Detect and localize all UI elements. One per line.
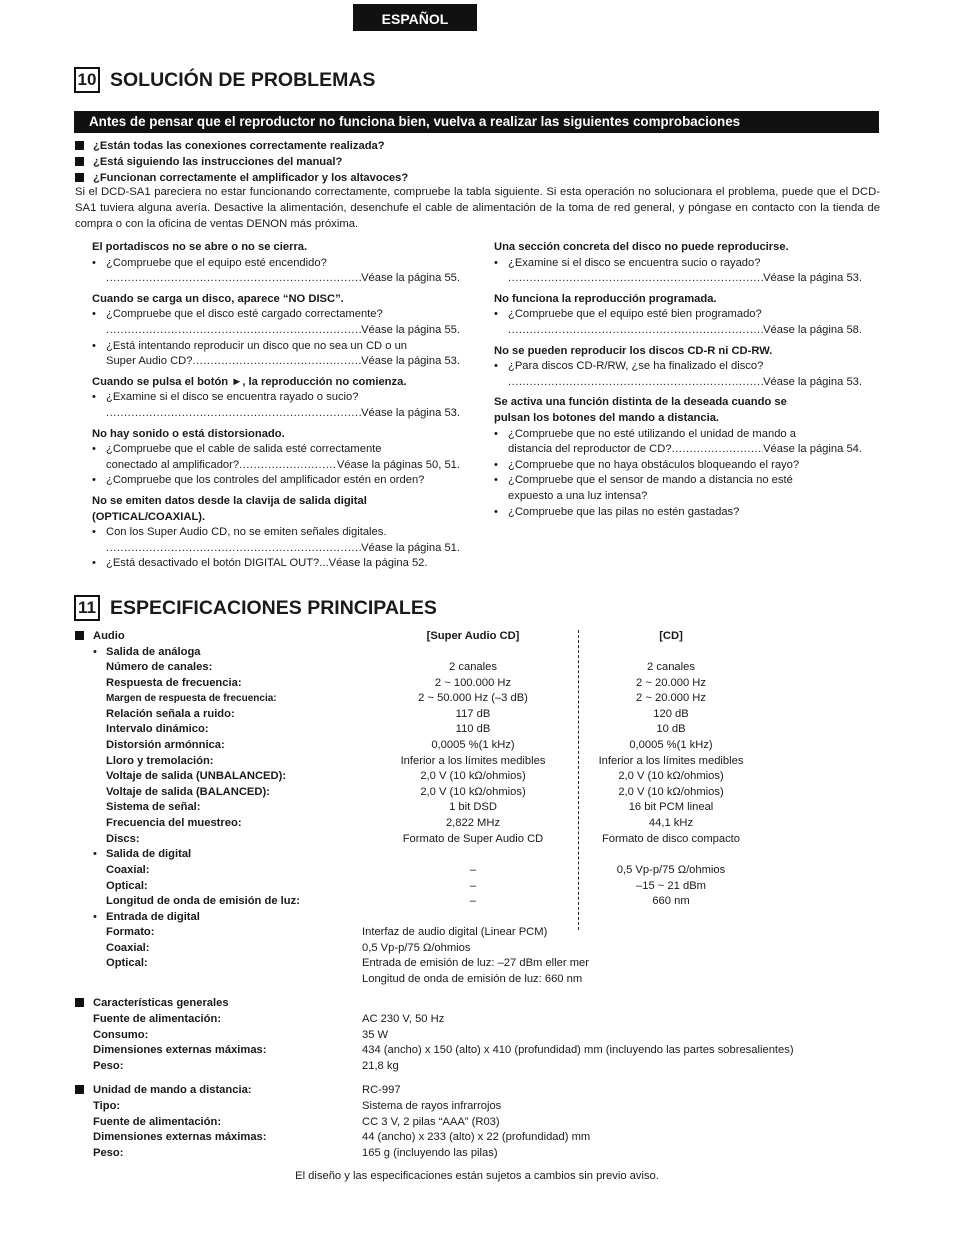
column-cd: [CD]	[659, 630, 683, 642]
spec-value: 165 g (incluyendo las pilas)	[362, 1146, 498, 1159]
spec-row	[0, 660, 954, 676]
spec-row	[0, 1043, 954, 1059]
spec-value-sacd: 1 bit DSD	[449, 801, 497, 814]
spec-label: Coaxial:	[106, 864, 150, 876]
issue-check: • ¿Está desactivado el botón DIGITAL OUT?...Véase la página 52.	[92, 556, 460, 572]
spec-value-cd: 0,0005 %(1 kHz)	[629, 739, 713, 751]
spec-subheader: Características generales	[0, 996, 954, 1012]
footnote: El diseño y las especificaciones están sujetos a cambios sin previo aviso.	[295, 1170, 659, 1182]
troubleshooting-banner: Antes de pensar que el reproductor no funciona bien, vuelva a realizar las siguientes comprobaciones	[74, 111, 879, 133]
issue-title: (OPTICAL/COAXIAL).	[92, 510, 206, 523]
audio-label: Audio	[93, 630, 125, 642]
issue-title: Una sección concreta del disco no puede reproducirse.	[494, 241, 789, 253]
troubleshoot-right-column	[494, 240, 862, 525]
issue-group	[494, 344, 862, 391]
spec-value: Entrada de emisión de luz: –27 dBm eller mer	[362, 957, 589, 970]
spec-row	[0, 879, 954, 895]
spec-value-sacd: 0,0005 %(1 kHz)	[431, 739, 515, 751]
page-reference: ..... Véase la página 55.	[92, 271, 460, 287]
spec-value: 35 W	[362, 1028, 389, 1041]
page-reference: ..... Véase la página 53.	[92, 406, 460, 422]
section-number: 10	[74, 67, 100, 93]
spec-row	[0, 754, 954, 770]
spec-subheader: • Salida de digital	[93, 848, 192, 860]
spec-row	[0, 722, 954, 738]
issue-title: Cuando se carga un disco, aparece “NO DISC”.	[92, 292, 344, 305]
spec-row	[0, 1028, 954, 1044]
spec-value: AC 230 V, 50 Hz	[362, 1013, 445, 1025]
spec-row	[0, 738, 954, 754]
issue-group	[494, 292, 862, 339]
language-tab: ESPAÑOL	[353, 4, 477, 31]
page-reference: conectado al amplificador? ..... Véase la páginas 50, 51.	[92, 458, 460, 474]
spec-value-cd: 660 nm	[652, 895, 690, 908]
square-bullet-icon	[75, 631, 84, 640]
troubleshoot-left-column	[92, 240, 460, 577]
spec-row	[0, 863, 954, 879]
issue-check: • ¿Examine si el disco se encuentra rayado o sucio?	[92, 390, 460, 406]
play-icon: ►	[231, 375, 243, 388]
spec-row	[0, 1059, 954, 1075]
spec-label: Longitud de onda de emisión de luz:	[106, 895, 300, 908]
spec-value: 0,5 Vp-p/75 Ω/ohmios	[362, 941, 471, 954]
spec-value: 434 (ancho) x 150 (alto) x 410 (profundidad) mm (incluyendo las partes sobresalientes)	[362, 1044, 794, 1057]
spec-label: Dimensiones externas máximas:	[93, 1131, 267, 1144]
spec-value: 44 (ancho) x 233 (alto) x 22 (profundidad) mm	[362, 1131, 591, 1144]
spec-label: Formato:	[106, 926, 155, 938]
spec-label: Distorsión armónnica:	[106, 739, 225, 751]
spec-value: Longitud de onda de emisión de luz: 660 nm	[362, 972, 583, 985]
spec-label: Relación señala a ruido:	[106, 707, 235, 720]
issue-group	[92, 240, 460, 287]
spec-value-sacd: 2,0 V (10 kΩ/ohmios)	[420, 785, 526, 798]
spec-label: Fuente de alimentación:	[93, 1013, 222, 1025]
spec-value-sacd: Inferior a los límites medibles	[400, 754, 546, 767]
page-reference: ..... Véase la página 53.	[494, 271, 862, 287]
issue-group	[92, 427, 460, 489]
issue-group	[92, 494, 460, 572]
spec-value-cd: Formato de disco compacto	[601, 832, 741, 845]
check-item: ¿Están todas las conexiones correctamente realizada?	[75, 138, 385, 154]
spec-value-sacd: 2 canales	[449, 661, 497, 673]
spec-row	[0, 800, 954, 816]
issue-title: No funciona la reproducción programada.	[494, 292, 717, 305]
column-sacd: [Super Audio CD]	[426, 630, 520, 642]
spec-label: Lloro y tremolación:	[106, 754, 214, 767]
issue-check: • ¿Está intentando reproducir un disco que no sea un CD o un	[92, 339, 460, 355]
spec-value-sacd: Formato de Super Audio CD	[402, 832, 544, 845]
spec-value-cd: Inferior a los límites medibles	[598, 754, 744, 767]
spec-row	[0, 707, 954, 723]
remote-model: RC-997	[362, 1084, 401, 1096]
issue-group	[92, 375, 460, 422]
square-bullet-icon	[75, 141, 84, 150]
issue-check: • ¿Examine si el disco se encuentra sucio o rayado?	[494, 256, 862, 272]
square-bullet-icon	[75, 998, 84, 1007]
issue-check-continued: expuesto a una luz intensa?	[508, 489, 648, 502]
spec-row	[0, 691, 954, 707]
issue-check: • ¿Compruebe que el disco esté cargado correctamente?	[92, 307, 460, 323]
spec-label: Margen de respuesta de frecuencia:	[106, 693, 277, 705]
spec-row	[0, 1012, 954, 1028]
spec-label: Consumo:	[93, 1028, 149, 1041]
intro-paragraph: Si el DCD-SA1 pareciera no estar funcionando correctamente, compruebe la tabla siguiente. Si esta operación no solucionara el problema, puede que el DCD-SA1 tuviera alguna avería. Desactive la alimentación, desenchufe el cable de alimentación de la toma de red general, y póngase en contacto con la tienda de compra o con la oficina de ventas DENON más próxima.	[75, 186, 880, 230]
issue-check: • ¿Compruebe que el sensor de mando a distancia no esté	[494, 473, 862, 489]
spec-label: Peso:	[93, 1146, 124, 1159]
square-bullet-icon	[75, 1085, 84, 1094]
spec-label: Peso:	[93, 1059, 124, 1072]
spec-value-cd: 0,5 Vp-p/75 Ω/ohmios	[616, 864, 726, 876]
spec-row	[0, 925, 954, 941]
spec-label: Respuesta de frecuencia:	[106, 676, 242, 689]
issue-title: El portadiscos no se abre o no se cierra.	[92, 241, 308, 253]
issue-title: No hay sonido o está distorsionado.	[92, 427, 285, 440]
spec-value: Interfaz de audio digital (Linear PCM)	[362, 926, 548, 938]
issue-check: • ¿Compruebe que el cable de salida esté correctamente	[92, 442, 460, 458]
spec-value: 21,8 kg	[362, 1059, 399, 1072]
issue-group	[494, 240, 862, 287]
spec-value-sacd: 2 ~ 50.000 Hz (–3 dB)	[418, 692, 528, 705]
spec-label: Sistema de señal:	[106, 801, 201, 814]
issue-check: • ¿Para discos CD-R/RW, ¿se ha finalizado el disco?	[494, 359, 862, 375]
spec-label: Discs:	[106, 832, 140, 845]
issue-check: • ¿Compruebe que los controles del amplificador estén en orden?	[92, 473, 460, 489]
spec-label: Voltaje de salida (UNBALANCED):	[106, 770, 287, 783]
spec-row	[0, 676, 954, 692]
spec-label: Número de canales:	[106, 661, 213, 673]
spec-value-cd: 2 ~ 20.000 Hz	[636, 676, 706, 689]
spec-row	[0, 769, 954, 785]
spec-row	[0, 1115, 954, 1131]
spec-value-cd: 44,1 kHz	[648, 817, 694, 829]
spec-value-sacd: 110 dB	[455, 723, 491, 736]
spec-value-sacd: 2,822 MHz	[445, 817, 501, 829]
spec-row	[0, 832, 954, 848]
spec-row	[0, 785, 954, 801]
spec-label: Coaxial:	[106, 941, 150, 954]
issue-title: Cuando se pulsa el botón ►, la reproducción no comienza.	[92, 375, 407, 388]
spec-subheader: • Entrada de digital	[93, 911, 200, 923]
page-reference: Super Audio CD? ..... Véase la página 53.	[92, 354, 460, 370]
section-title: SOLUCIÓN DE PROBLEMAS	[110, 69, 376, 91]
page-reference: ..... Véase la página 55.	[92, 323, 460, 339]
spec-row	[0, 972, 954, 988]
issue-check: • ¿Compruebe que el equipo esté encendido?	[92, 256, 460, 272]
page-reference: ..... Véase la página 53.	[494, 375, 862, 391]
spec-label: Intervalo dinámico:	[106, 723, 209, 736]
spec-value-cd: –15 ~ 21 dBm	[636, 879, 706, 892]
spec-label: Optical:	[106, 957, 148, 970]
spec-value-cd: 2,0 V (10 kΩ/ohmios)	[618, 785, 724, 798]
issue-check: • ¿Compruebe que el equipo esté bien programado?	[494, 307, 862, 323]
spec-row	[0, 956, 954, 972]
issue-check: • ¿Compruebe que no haya obstáculos bloqueando el rayo?	[494, 458, 862, 474]
spec-value-cd: 16 bit PCM lineal	[628, 801, 714, 814]
spec-label: Tipo:	[93, 1100, 121, 1112]
spec-row	[0, 1130, 954, 1146]
issue-title: pulsan los botones del mando a distancia.	[494, 411, 720, 424]
square-bullet-icon	[75, 157, 84, 166]
spec-value: CC 3 V, 2 pilas “AAA” (R03)	[362, 1115, 500, 1128]
spec-value-cd: 10 dB	[656, 723, 686, 736]
spec-label: Frecuencia del muestreo:	[106, 817, 242, 829]
check-item: ¿Está siguiendo las instrucciones del manual?	[75, 154, 342, 170]
spec-value-cd: 2 ~ 20.000 Hz	[636, 692, 706, 705]
issue-title: Se activa una función distinta de la deseada cuando se	[494, 396, 787, 409]
issue-check: • Con los Super Audio CD, no se emiten señales digitales.	[92, 525, 460, 541]
spec-subheader: Unidad de mando a distancia: RC-997	[0, 1083, 954, 1099]
section-number: 11	[74, 595, 100, 621]
issue-check: • ¿Compruebe que las pilas no estén gastadas?	[494, 505, 862, 521]
spec-value-sacd: 2 ~ 100.000 Hz	[434, 676, 512, 689]
spec-value-sacd: 2,0 V (10 kΩ/ohmios)	[420, 770, 526, 783]
spec-row	[0, 1146, 954, 1162]
spec-value-cd: 120 dB	[653, 707, 689, 720]
spec-value-cd: 2 canales	[647, 661, 695, 673]
spec-row	[0, 894, 954, 910]
spec-header-row	[0, 629, 954, 645]
spec-value-sacd: 117 dB	[455, 707, 491, 720]
spec-subheader: • Salida de análoga	[93, 646, 201, 658]
page-reference: ..... Véase la página 58.	[494, 323, 862, 339]
spec-value: Sistema de rayos infrarrojos	[362, 1100, 502, 1112]
spec-value-sacd: –	[469, 864, 477, 876]
spec-label: Dimensiones externas máximas:	[93, 1044, 267, 1057]
square-bullet-icon	[75, 173, 84, 182]
issue-title: No se emiten datos desde la clavija de salida digital	[92, 494, 367, 507]
section-title: ESPECIFICACIONES PRINCIPALES	[110, 597, 437, 619]
check-item: ¿Funcionan correctamente el amplificador y los altavoces?	[75, 170, 408, 186]
spec-label: Voltaje de salida (BALANCED):	[106, 785, 270, 798]
spec-value-cd: 2,0 V (10 kΩ/ohmios)	[618, 770, 724, 783]
spec-label: Fuente de alimentación:	[93, 1115, 222, 1128]
page-reference: distancia del reproductor de CD? ..... Véase la página 54.	[494, 442, 862, 458]
issue-title: No se pueden reproducir los discos CD-R ni CD-RW.	[494, 344, 773, 357]
spec-row	[0, 816, 954, 832]
page-reference: ..... Véase la página 51.	[92, 541, 460, 557]
spec-value-sacd: –	[469, 879, 477, 892]
issue-group	[92, 292, 460, 370]
spec-label: Optical:	[106, 879, 148, 892]
issue-group	[494, 395, 862, 520]
spec-row	[0, 941, 954, 957]
spec-value-sacd: –	[469, 895, 477, 908]
issue-check: • ¿Compruebe que no esté utilizando el unidad de mando a	[494, 427, 862, 443]
spec-row	[0, 1099, 954, 1115]
